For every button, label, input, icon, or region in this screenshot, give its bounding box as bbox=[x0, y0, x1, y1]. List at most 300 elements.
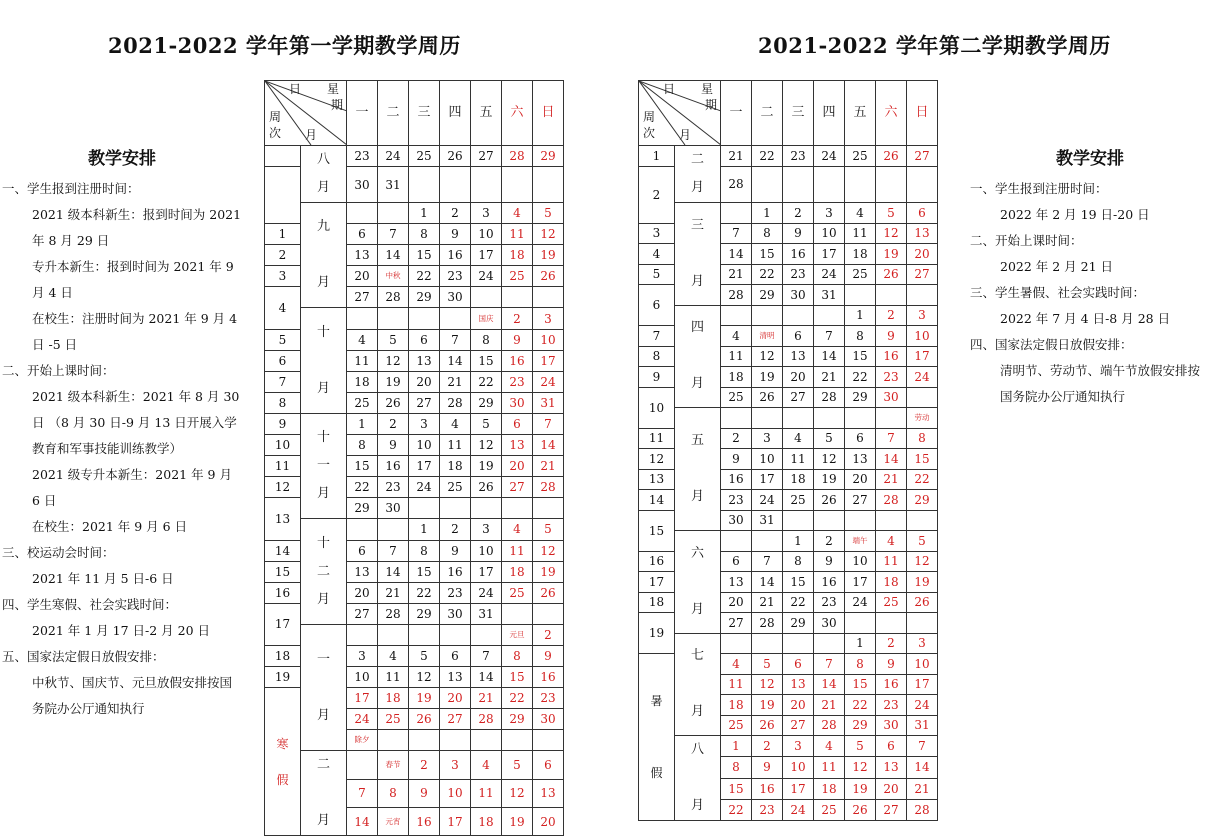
day-cell: 1 bbox=[752, 203, 783, 224]
day-cell: 24 bbox=[783, 799, 814, 820]
day-cell: 14 bbox=[752, 572, 783, 593]
week-number-cell: 4 bbox=[639, 244, 675, 265]
day-cell: 19 bbox=[876, 244, 907, 265]
day-cell: 12 bbox=[409, 667, 440, 688]
day-cell: 19 bbox=[471, 456, 502, 477]
day-cell: 5 bbox=[876, 203, 907, 224]
weekday-header: 二 bbox=[378, 81, 409, 146]
day-cell: 22 bbox=[783, 592, 814, 613]
weekday-header: 三 bbox=[409, 81, 440, 146]
corner-label-day: 日 bbox=[663, 82, 676, 96]
arrangement-heading: 教学安排 bbox=[1056, 149, 1124, 169]
day-cell: 5 bbox=[845, 736, 876, 757]
week-number-cell: 15 bbox=[639, 510, 675, 551]
day-cell: 19 bbox=[409, 688, 440, 709]
day-cell: 7 bbox=[721, 223, 752, 244]
day-cell: 27 bbox=[721, 613, 752, 634]
day-cell: 23 bbox=[783, 264, 814, 285]
weekday-header: 三 bbox=[783, 81, 814, 146]
day-cell: 2 bbox=[502, 308, 533, 329]
day-cell: 24 bbox=[814, 146, 845, 167]
day-cell: 8 bbox=[907, 428, 938, 449]
arrangement-line: 二、开始上课时间： bbox=[970, 233, 1083, 248]
day-cell: 14 bbox=[814, 346, 845, 367]
day-cell: 13 bbox=[347, 561, 378, 582]
arrangement-line: 四、国家法定假日放假安排： bbox=[970, 337, 1133, 352]
day-cell bbox=[347, 519, 378, 540]
day-cell: 23 bbox=[378, 477, 409, 498]
day-cell: 29 bbox=[752, 285, 783, 306]
month-cell: 一 月 bbox=[301, 624, 347, 751]
arrangement-line: 2022 年 2 月 19 日-20 日 bbox=[1000, 207, 1150, 222]
day-cell: 3 bbox=[440, 751, 471, 779]
day-cell: 9 bbox=[502, 329, 533, 350]
day-cell: 21 bbox=[471, 688, 502, 709]
day-cell: 13 bbox=[440, 667, 471, 688]
day-cell: 7 bbox=[440, 329, 471, 350]
day-cell: 9 bbox=[721, 449, 752, 470]
day-cell: 26 bbox=[876, 264, 907, 285]
day-cell: 20 bbox=[533, 808, 564, 836]
day-cell: 2 bbox=[783, 203, 814, 224]
day-cell bbox=[876, 408, 907, 429]
day-cell: 17 bbox=[783, 778, 814, 799]
calendar-header-corner bbox=[265, 81, 347, 146]
day-cell bbox=[502, 603, 533, 624]
weekday-header: 一 bbox=[347, 81, 378, 146]
day-cell: 清明 bbox=[752, 326, 783, 347]
day-cell: 14 bbox=[378, 245, 409, 266]
day-cell: 1 bbox=[783, 531, 814, 552]
day-cell: 中秋 bbox=[378, 266, 409, 287]
day-cell: 16 bbox=[721, 469, 752, 490]
day-cell: 7 bbox=[471, 645, 502, 666]
day-cell: 25 bbox=[814, 799, 845, 820]
day-cell: 19 bbox=[845, 778, 876, 799]
day-cell: 21 bbox=[876, 469, 907, 490]
day-cell: 24 bbox=[409, 477, 440, 498]
day-cell: 18 bbox=[440, 456, 471, 477]
day-cell bbox=[502, 730, 533, 751]
day-cell bbox=[814, 305, 845, 326]
day-cell: 8 bbox=[845, 326, 876, 347]
day-cell: 9 bbox=[533, 645, 564, 666]
day-cell: 6 bbox=[876, 736, 907, 757]
day-cell bbox=[502, 167, 533, 203]
day-cell: 26 bbox=[752, 715, 783, 736]
day-cell: 4 bbox=[440, 413, 471, 434]
day-cell: 8 bbox=[471, 329, 502, 350]
day-cell: 22 bbox=[471, 371, 502, 392]
day-cell: 27 bbox=[440, 709, 471, 730]
day-cell bbox=[721, 203, 752, 224]
day-cell: 31 bbox=[533, 392, 564, 413]
day-cell: 23 bbox=[876, 367, 907, 388]
day-cell: 22 bbox=[752, 146, 783, 167]
day-cell bbox=[845, 510, 876, 531]
day-cell: 6 bbox=[409, 329, 440, 350]
day-cell: 2 bbox=[533, 624, 564, 645]
day-cell: 10 bbox=[907, 326, 938, 347]
day-cell bbox=[845, 166, 876, 203]
arrangement-line: 2021 年 1 月 17 日-2 月 20 日 bbox=[32, 623, 211, 638]
week-number-cell: 4 bbox=[265, 287, 301, 329]
week-number-cell: 3 bbox=[265, 266, 301, 287]
day-cell: 18 bbox=[721, 367, 752, 388]
day-cell: 27 bbox=[907, 146, 938, 167]
day-cell: 30 bbox=[876, 387, 907, 408]
semester1-week-calendar bbox=[264, 80, 564, 836]
semester1-arrangement-panel bbox=[2, 146, 242, 722]
month-cell: 六 月 bbox=[675, 531, 721, 634]
day-cell bbox=[845, 613, 876, 634]
week-number-cell: 2 bbox=[265, 245, 301, 266]
day-cell: 27 bbox=[876, 799, 907, 820]
day-cell: 16 bbox=[378, 456, 409, 477]
week-number-cell: 7 bbox=[265, 371, 301, 392]
semester2-arrangement-panel bbox=[970, 146, 1210, 410]
week-number-cell: 19 bbox=[265, 667, 301, 688]
day-cell: 17 bbox=[471, 245, 502, 266]
day-cell: 8 bbox=[721, 757, 752, 778]
day-cell: 13 bbox=[783, 674, 814, 695]
day-cell bbox=[502, 498, 533, 519]
weekday-header: 五 bbox=[471, 81, 502, 146]
week-number-cell: 5 bbox=[265, 329, 301, 350]
day-cell: 30 bbox=[502, 392, 533, 413]
day-cell bbox=[752, 531, 783, 552]
day-cell: 17 bbox=[814, 244, 845, 265]
day-cell: 12 bbox=[845, 757, 876, 778]
day-cell: 3 bbox=[907, 305, 938, 326]
day-cell: 29 bbox=[347, 498, 378, 519]
day-cell: 30 bbox=[440, 287, 471, 308]
day-cell: 29 bbox=[783, 613, 814, 634]
day-cell: 27 bbox=[471, 146, 502, 167]
day-cell: 14 bbox=[907, 757, 938, 778]
day-cell: 22 bbox=[845, 367, 876, 388]
day-cell: 22 bbox=[502, 688, 533, 709]
week-number-cell: 11 bbox=[265, 456, 301, 477]
week-number-cell: 暑 假 bbox=[639, 654, 675, 821]
day-cell: 7 bbox=[378, 540, 409, 561]
day-cell: 24 bbox=[907, 367, 938, 388]
day-cell: 20 bbox=[845, 469, 876, 490]
day-cell: 2 bbox=[752, 736, 783, 757]
day-cell bbox=[876, 166, 907, 203]
month-cell: 二 月 bbox=[301, 751, 347, 836]
day-cell: 4 bbox=[814, 736, 845, 757]
weekday-header: 一 bbox=[721, 81, 752, 146]
day-cell: 15 bbox=[471, 350, 502, 371]
month-cell: 十 二 月 bbox=[301, 519, 347, 624]
day-cell: 25 bbox=[347, 392, 378, 413]
day-cell bbox=[721, 531, 752, 552]
day-cell bbox=[783, 166, 814, 203]
day-cell: 15 bbox=[845, 674, 876, 695]
week-number-cell: 寒 假 bbox=[265, 688, 301, 836]
day-cell: 9 bbox=[409, 779, 440, 807]
day-cell: 19 bbox=[752, 695, 783, 716]
day-cell: 国庆 bbox=[471, 308, 502, 329]
week-number-cell: 9 bbox=[265, 413, 301, 434]
day-cell: 1 bbox=[845, 633, 876, 654]
day-cell: 11 bbox=[783, 449, 814, 470]
day-cell: 18 bbox=[502, 245, 533, 266]
day-cell: 劳动 bbox=[907, 408, 938, 429]
corner-label-ci: 次 bbox=[643, 126, 656, 140]
arrangement-line: 专升本新生：报到时间为 2021 年 9 月 4 日 bbox=[32, 259, 234, 300]
day-cell: 9 bbox=[378, 435, 409, 456]
arrangement-line: 一、学生报到注册时间： bbox=[970, 181, 1108, 196]
day-cell: 26 bbox=[471, 477, 502, 498]
day-cell: 28 bbox=[876, 490, 907, 511]
day-cell bbox=[533, 730, 564, 751]
month-cell: 八 月 bbox=[675, 736, 721, 821]
day-cell: 9 bbox=[876, 654, 907, 675]
day-cell: 17 bbox=[907, 674, 938, 695]
day-cell: 26 bbox=[752, 387, 783, 408]
day-cell: 3 bbox=[814, 203, 845, 224]
weekday-header: 二 bbox=[752, 81, 783, 146]
month-cell: 十 月 bbox=[301, 308, 347, 413]
day-cell: 20 bbox=[783, 695, 814, 716]
week-number-cell: 7 bbox=[639, 326, 675, 347]
day-cell: 29 bbox=[845, 387, 876, 408]
day-cell: 20 bbox=[502, 456, 533, 477]
corner-label-qi: 期 bbox=[331, 98, 344, 112]
day-cell: 31 bbox=[907, 715, 938, 736]
day-cell: 21 bbox=[721, 264, 752, 285]
arrangement-line: 在校生：注册时间为 2021 年 9 月 4 日 -5 日 bbox=[32, 311, 238, 352]
day-cell: 22 bbox=[845, 695, 876, 716]
day-cell: 16 bbox=[440, 245, 471, 266]
day-cell: 15 bbox=[907, 449, 938, 470]
day-cell: 7 bbox=[814, 654, 845, 675]
corner-label-star: 星 bbox=[327, 82, 340, 96]
day-cell: 18 bbox=[783, 469, 814, 490]
day-cell: 13 bbox=[845, 449, 876, 470]
day-cell bbox=[721, 305, 752, 326]
day-cell bbox=[533, 167, 564, 203]
day-cell: 15 bbox=[845, 346, 876, 367]
day-cell: 27 bbox=[347, 287, 378, 308]
day-cell: 春节 bbox=[378, 751, 409, 779]
day-cell: 22 bbox=[752, 264, 783, 285]
day-cell: 25 bbox=[876, 592, 907, 613]
week-number-cell: 17 bbox=[265, 603, 301, 645]
arrangement-line: 二、开始上课时间： bbox=[2, 363, 115, 378]
day-cell: 16 bbox=[409, 808, 440, 836]
day-cell: 13 bbox=[907, 223, 938, 244]
day-cell: 15 bbox=[409, 245, 440, 266]
day-cell: 端午 bbox=[845, 531, 876, 552]
arrangement-line: 五、国家法定假日放假安排： bbox=[2, 649, 165, 664]
day-cell bbox=[378, 519, 409, 540]
day-cell bbox=[845, 408, 876, 429]
day-cell: 2 bbox=[721, 428, 752, 449]
day-cell: 11 bbox=[502, 540, 533, 561]
weekday-header: 四 bbox=[814, 81, 845, 146]
week-number-cell: 19 bbox=[639, 613, 675, 654]
day-cell: 22 bbox=[721, 799, 752, 820]
month-cell: 十 一 月 bbox=[301, 413, 347, 518]
day-cell bbox=[721, 408, 752, 429]
day-cell: 4 bbox=[502, 519, 533, 540]
day-cell: 17 bbox=[440, 808, 471, 836]
day-cell: 10 bbox=[907, 654, 938, 675]
day-cell: 29 bbox=[409, 603, 440, 624]
day-cell: 29 bbox=[409, 287, 440, 308]
day-cell: 20 bbox=[783, 367, 814, 388]
arrangement-line: 三、校运动会时间： bbox=[2, 545, 115, 560]
arrangement-line: 四、学生寒假、社会实践时间： bbox=[2, 597, 178, 612]
day-cell: 5 bbox=[471, 413, 502, 434]
day-cell: 26 bbox=[440, 146, 471, 167]
day-cell bbox=[378, 203, 409, 224]
day-cell: 11 bbox=[440, 435, 471, 456]
day-cell: 23 bbox=[440, 582, 471, 603]
corner-label-yue: 月 bbox=[679, 128, 692, 142]
day-cell: 16 bbox=[814, 572, 845, 593]
day-cell bbox=[533, 603, 564, 624]
weekday-header: 六 bbox=[502, 81, 533, 146]
day-cell: 26 bbox=[814, 490, 845, 511]
day-cell: 14 bbox=[721, 244, 752, 265]
day-cell: 11 bbox=[845, 223, 876, 244]
weekday-header: 五 bbox=[845, 81, 876, 146]
day-cell bbox=[378, 730, 409, 751]
arrangement-line: 一、学生报到注册时间： bbox=[2, 181, 140, 196]
week-number-cell: 16 bbox=[639, 551, 675, 572]
day-cell: 12 bbox=[378, 350, 409, 371]
day-cell: 8 bbox=[347, 435, 378, 456]
day-cell: 9 bbox=[783, 223, 814, 244]
day-cell bbox=[814, 510, 845, 531]
day-cell bbox=[347, 203, 378, 224]
day-cell: 25 bbox=[783, 490, 814, 511]
weekday-header: 日 bbox=[907, 81, 938, 146]
day-cell bbox=[876, 613, 907, 634]
arrangement-line: 2021 级本科新生：报到时间为 2021 年 8 月 29 日 bbox=[32, 207, 242, 248]
day-cell: 18 bbox=[845, 244, 876, 265]
day-cell: 25 bbox=[378, 709, 409, 730]
day-cell: 31 bbox=[752, 510, 783, 531]
day-cell: 6 bbox=[721, 551, 752, 572]
week-number-cell: 5 bbox=[639, 264, 675, 285]
day-cell: 3 bbox=[471, 519, 502, 540]
day-cell bbox=[783, 305, 814, 326]
month-cell: 二 月 bbox=[675, 146, 721, 203]
day-cell: 6 bbox=[502, 413, 533, 434]
day-cell: 11 bbox=[721, 674, 752, 695]
day-cell: 11 bbox=[378, 667, 409, 688]
day-cell: 6 bbox=[845, 428, 876, 449]
day-cell: 4 bbox=[471, 751, 502, 779]
arrangement-line: 清明节、劳动节、端午节放假安排按国务院办公厅通知执行 bbox=[1000, 363, 1201, 404]
day-cell: 16 bbox=[783, 244, 814, 265]
day-cell: 14 bbox=[471, 667, 502, 688]
day-cell: 27 bbox=[409, 392, 440, 413]
day-cell: 11 bbox=[814, 757, 845, 778]
day-cell bbox=[783, 633, 814, 654]
day-cell: 30 bbox=[876, 715, 907, 736]
day-cell: 4 bbox=[721, 654, 752, 675]
day-cell: 6 bbox=[440, 645, 471, 666]
day-cell: 21 bbox=[378, 582, 409, 603]
day-cell bbox=[814, 408, 845, 429]
day-cell bbox=[409, 308, 440, 329]
day-cell: 11 bbox=[502, 224, 533, 245]
day-cell: 除夕 bbox=[347, 730, 378, 751]
day-cell: 7 bbox=[907, 736, 938, 757]
day-cell: 3 bbox=[907, 633, 938, 654]
day-cell: 10 bbox=[783, 757, 814, 778]
day-cell: 30 bbox=[440, 603, 471, 624]
day-cell: 23 bbox=[752, 799, 783, 820]
day-cell bbox=[783, 510, 814, 531]
day-cell: 9 bbox=[440, 540, 471, 561]
day-cell bbox=[814, 166, 845, 203]
day-cell: 24 bbox=[533, 371, 564, 392]
day-cell: 23 bbox=[783, 146, 814, 167]
day-cell: 5 bbox=[533, 519, 564, 540]
day-cell: 17 bbox=[347, 688, 378, 709]
day-cell: 1 bbox=[409, 203, 440, 224]
day-cell: 25 bbox=[721, 387, 752, 408]
week-number-cell: 17 bbox=[639, 572, 675, 593]
arrangement-line: 2022 年 7 月 4 日-8 月 28 日 bbox=[1000, 311, 1171, 326]
day-cell: 1 bbox=[347, 413, 378, 434]
month-cell: 七 月 bbox=[675, 633, 721, 736]
day-cell: 14 bbox=[533, 435, 564, 456]
day-cell: 5 bbox=[502, 751, 533, 779]
week-number-cell bbox=[265, 146, 301, 167]
day-cell: 27 bbox=[783, 715, 814, 736]
day-cell: 12 bbox=[752, 346, 783, 367]
day-cell: 18 bbox=[876, 572, 907, 593]
day-cell: 3 bbox=[533, 308, 564, 329]
day-cell: 10 bbox=[409, 435, 440, 456]
day-cell: 3 bbox=[471, 203, 502, 224]
day-cell: 12 bbox=[533, 540, 564, 561]
day-cell bbox=[378, 308, 409, 329]
weekday-header: 日 bbox=[533, 81, 564, 146]
day-cell: 28 bbox=[440, 392, 471, 413]
day-cell: 25 bbox=[845, 146, 876, 167]
day-cell: 20 bbox=[347, 582, 378, 603]
day-cell: 28 bbox=[378, 603, 409, 624]
day-cell: 18 bbox=[721, 695, 752, 716]
day-cell: 19 bbox=[502, 808, 533, 836]
day-cell: 2 bbox=[440, 203, 471, 224]
day-cell: 19 bbox=[752, 367, 783, 388]
arrangement-heading: 教学安排 bbox=[88, 149, 156, 169]
day-cell: 27 bbox=[347, 603, 378, 624]
day-cell: 5 bbox=[814, 428, 845, 449]
day-cell: 28 bbox=[907, 799, 938, 820]
day-cell: 20 bbox=[721, 592, 752, 613]
day-cell: 10 bbox=[814, 223, 845, 244]
day-cell: 18 bbox=[471, 808, 502, 836]
day-cell: 25 bbox=[502, 582, 533, 603]
day-cell: 13 bbox=[876, 757, 907, 778]
arrangement-line: 2021 级专升本新生：2021 年 9 月 6 日 bbox=[32, 467, 232, 508]
day-cell bbox=[752, 166, 783, 203]
day-cell: 30 bbox=[378, 498, 409, 519]
day-cell: 27 bbox=[845, 490, 876, 511]
day-cell: 4 bbox=[845, 203, 876, 224]
